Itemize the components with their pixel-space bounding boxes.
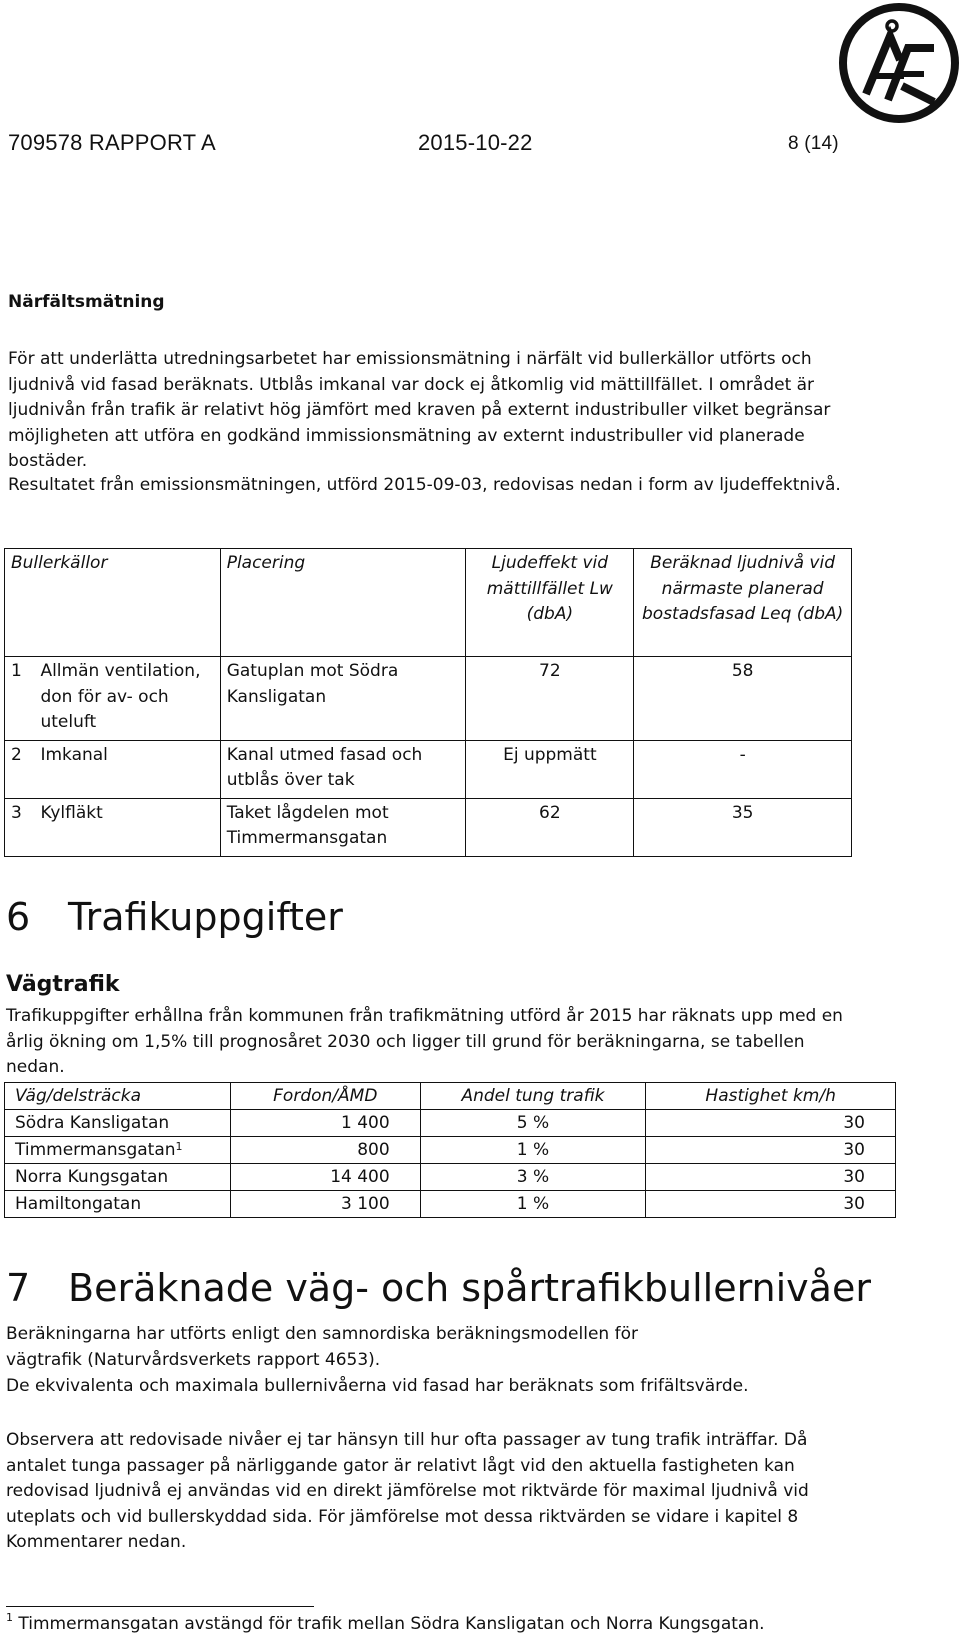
table-row (5, 657, 852, 741)
row-number: 3 (5, 798, 35, 856)
section-7-line-3: De ekvivalenta och maximala bullernivåerna vid fasad har beräknats som frifältsvärde. (6, 1376, 749, 1396)
amd-cell: 3 100 (230, 1191, 420, 1218)
heavy-cell: 1 % (420, 1137, 646, 1164)
header-road: Väg/delsträcka (5, 1083, 231, 1110)
row-number: 2 (5, 740, 35, 798)
footnote-text: Timmermansgatan avstängd för trafik mellan Södra Kansligatan och Norra Kungsgatan. (18, 1614, 765, 1634)
speed-cell: 30 (646, 1191, 896, 1218)
footnote-ref[interactable]: 1 (175, 1140, 183, 1153)
placement-cell: Gatuplan mot Södra Kansligatan (220, 657, 466, 741)
section-title: Beräknade väg- och spårtrafikbullernivåer (68, 1266, 871, 1310)
heavy-cell: 3 % (420, 1164, 646, 1191)
traffic-table (4, 1082, 896, 1218)
narfalt-paragraph-2: Resultatet från emissionsmätningen, utförd 2015-09-03, redovisas nedan i form av ljudeffektnivå. (8, 475, 841, 495)
header-bullerkallor: Bullerkällor (5, 549, 221, 657)
placement-cell: Taket lågdelen mot Timmermansgatan (220, 798, 466, 856)
emission-table (4, 548, 852, 857)
table-row (5, 1137, 896, 1164)
narfalt-paragraph: För att underlätta utredningsarbetet har emissionsmätning i närfält vid bullerkällor utförts och ljudnivå vid fasad beräknats. Utblås imkanal var dock ej åtkomlig vid mättillfället. I området är ljudnivån från trafik är relativt hög jämfört med kraven på externt industribuller vilket begränsar möjligheten att utföra en godkänd immissionsmätning av externt industribuller vid planerade bostäder. (8, 349, 831, 471)
speed-cell: 30 (646, 1164, 896, 1191)
header-placering: Placering (220, 549, 466, 657)
table-row (5, 1191, 896, 1218)
speed-cell: 30 (646, 1137, 896, 1164)
footnote (6, 1611, 765, 1634)
speed-cell: 30 (646, 1110, 896, 1137)
row-number: 1 (5, 657, 35, 741)
source-cell: Allmän ventilation, don för av- och uteluft (34, 657, 220, 741)
footnote-marker: 1 (6, 1611, 13, 1624)
header-ljudeffekt: Ljudeffekt vid mättillfället Lw (dbA) (466, 549, 634, 657)
header-heavy: Andel tung trafik (420, 1083, 646, 1110)
subheading-vagtrafik: Vägtrafik (6, 972, 120, 997)
lw-cell: 72 (466, 657, 634, 741)
section-7-line-2: vägtrafik (Naturvårdsverkets rapport 4653). (6, 1350, 381, 1370)
section-7-heading (6, 1266, 871, 1310)
section-7-paragraph-2: Observera att redovisade nivåer ej tar hänsyn till hur ofta passager av tung trafik inträffar. Då antalet tunga passager på närliggande gator är relativt lågt vid den aktuella fastigheten kan redovisad ljudnivå ej användas vid en direkt jämförelse mot riktvärde för maximal ljudnivå vid uteplats och vid bullerskyddad sida. För jämförelse mot dessa riktvärden se vidare i kapitel 8 Kommentarer nedan. (6, 1430, 809, 1552)
af-logo (838, 2, 960, 124)
heavy-cell: 5 % (420, 1110, 646, 1137)
amd-cell: 800 (230, 1137, 420, 1164)
source-cell: Kylfläkt (34, 798, 220, 856)
heavy-cell: 1 % (420, 1191, 646, 1218)
footnote-separator (6, 1606, 314, 1607)
report-date: 2015-10-22 (418, 130, 533, 155)
section-title: Trafikuppgifter (68, 895, 343, 939)
section-6-heading (6, 895, 343, 939)
placement-cell: Kanal utmed fasad och utblås över tak (220, 740, 466, 798)
section-heading-narfalt: Närfältsmätning (8, 292, 165, 312)
source-cell: Imkanal (34, 740, 220, 798)
leq-cell: 58 (634, 657, 852, 741)
leq-cell: - (634, 740, 852, 798)
header-amd: Fordon/ÅMD (230, 1083, 420, 1110)
table-row (5, 740, 852, 798)
road-cell (5, 1137, 231, 1164)
amd-cell: 1 400 (230, 1110, 420, 1137)
section-6-paragraph: Trafikuppgifter erhållna från kommunen från trafikmätning utförd år 2015 har räknats upp med en årlig ökning om 1,5% till prognosåret 2030 och ligger till grund för beräkningarna, se tabellen nedan. (6, 1006, 843, 1077)
header-beraknad: Beräknad ljudnivå vid närmaste planerad bostadsfasad Leq (dbA) (634, 549, 852, 657)
table-row (5, 1110, 896, 1137)
header-speed: Hastighet km/h (646, 1083, 896, 1110)
section-7-line-1: Beräkningarna har utförts enligt den samnordiska beräkningsmodellen för (6, 1324, 638, 1344)
road-cell: Södra Kansligatan (5, 1110, 231, 1137)
section-number: 7 (6, 1266, 31, 1310)
table-row (5, 798, 852, 856)
page-number: 8 (14) (788, 133, 839, 154)
table-header-row (5, 1083, 896, 1110)
road-cell: Norra Kungsgatan (5, 1164, 231, 1191)
lw-cell: 62 (466, 798, 634, 856)
road-cell: Hamiltongatan (5, 1191, 231, 1218)
lw-cell: Ej uppmätt (466, 740, 634, 798)
amd-cell: 14 400 (230, 1164, 420, 1191)
table-row (5, 1164, 896, 1191)
section-number: 6 (6, 895, 31, 939)
table-header-row (5, 549, 852, 657)
road-name: Timmermansgatan (15, 1140, 176, 1160)
leq-cell: 35 (634, 798, 852, 856)
report-number: 709578 RAPPORT A (8, 130, 216, 155)
